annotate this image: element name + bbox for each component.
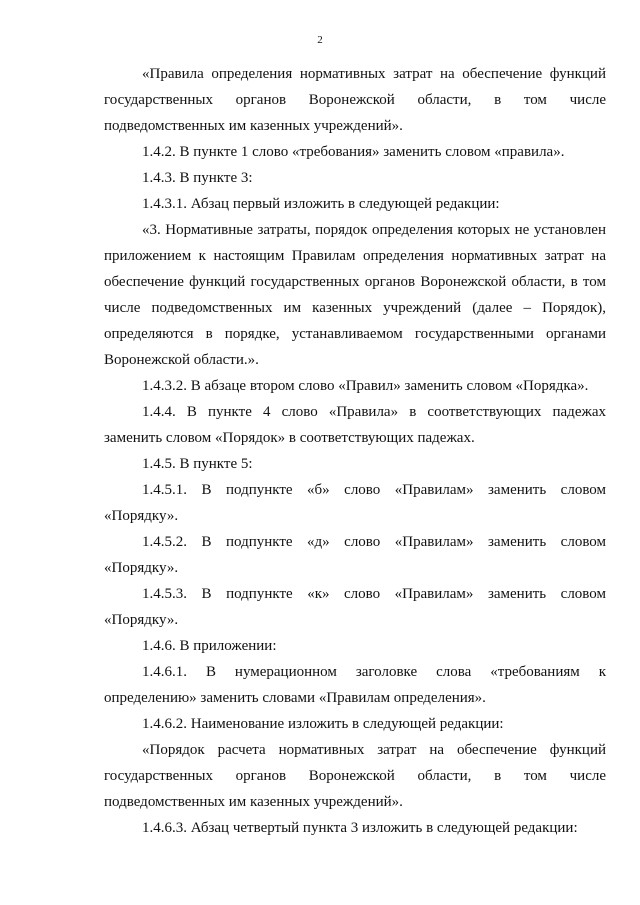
paragraph-1-4-5-3: 1.4.5.3. В подпункте «к» слово «Правилам» заменить словом «Порядку». bbox=[104, 586, 606, 628]
paragraph-quoted-order-title: «Порядок расчета нормативных затрат на обеспечение функций государственных органов Воронежской области, в том числе подведомственных им казенных учреждений». bbox=[104, 742, 606, 810]
paragraph-1-4-6-3: 1.4.6.3. Абзац четвертый пункта 3 изложить в следующей редакции: bbox=[142, 820, 578, 836]
paragraph-1-4-3-2: 1.4.3.2. В абзаце втором слово «Правил» заменить словом «Порядка». bbox=[142, 378, 589, 394]
paragraph-rules-title-quote: «Правила определения нормативных затрат на обеспечение функций государственных органов Воронежской области, в том числе подведомственных им казенных учреждений». bbox=[104, 66, 606, 134]
paragraph-1-4-6: 1.4.6. В приложении: bbox=[142, 638, 277, 654]
page-number: 2 bbox=[317, 34, 323, 46]
paragraph-1-4-3-1: 1.4.3.1. Абзац первый изложить в следующей редакции: bbox=[142, 196, 500, 212]
document-body bbox=[104, 61, 606, 841]
paragraph-1-4-3: 1.4.3. В пункте 3: bbox=[142, 170, 253, 186]
paragraph-1-4-5: 1.4.5. В пункте 5: bbox=[142, 456, 253, 472]
paragraph-1-4-6-2: 1.4.6.2. Наименование изложить в следующей редакции: bbox=[142, 716, 504, 732]
paragraph-1-4-5-2: 1.4.5.2. В подпункте «д» слово «Правилам» заменить словом «Порядку». bbox=[104, 534, 606, 576]
paragraph-1-4-5-1: 1.4.5.1. В подпункте «б» слово «Правилам» заменить словом «Порядку». bbox=[104, 482, 606, 524]
paragraph-1-4-2: 1.4.2. В пункте 1 слово «требования» заменить словом «правила». bbox=[142, 144, 565, 160]
paragraph-1-4-4: 1.4.4. В пункте 4 слово «Правила» в соответствующих падежах заменить словом «Порядок» в соответствующих падежах. bbox=[104, 404, 606, 446]
paragraph-quoted-point-3: «3. Нормативные затраты, порядок определения которых не установлен приложением к настоящим Правилам определения нормативных затрат на обеспечение функций государственных органов Воронежской области, в том числе подведомственных им казенных учреждений (далее – Порядок), определяются в порядке, устанавливаемом государственными органами Воронежской области.». bbox=[104, 222, 606, 368]
paragraph-1-4-6-1: 1.4.6.1. В нумерационном заголовке слова «требованиям к определению» заменить словами «Правилам определения». bbox=[104, 664, 606, 706]
